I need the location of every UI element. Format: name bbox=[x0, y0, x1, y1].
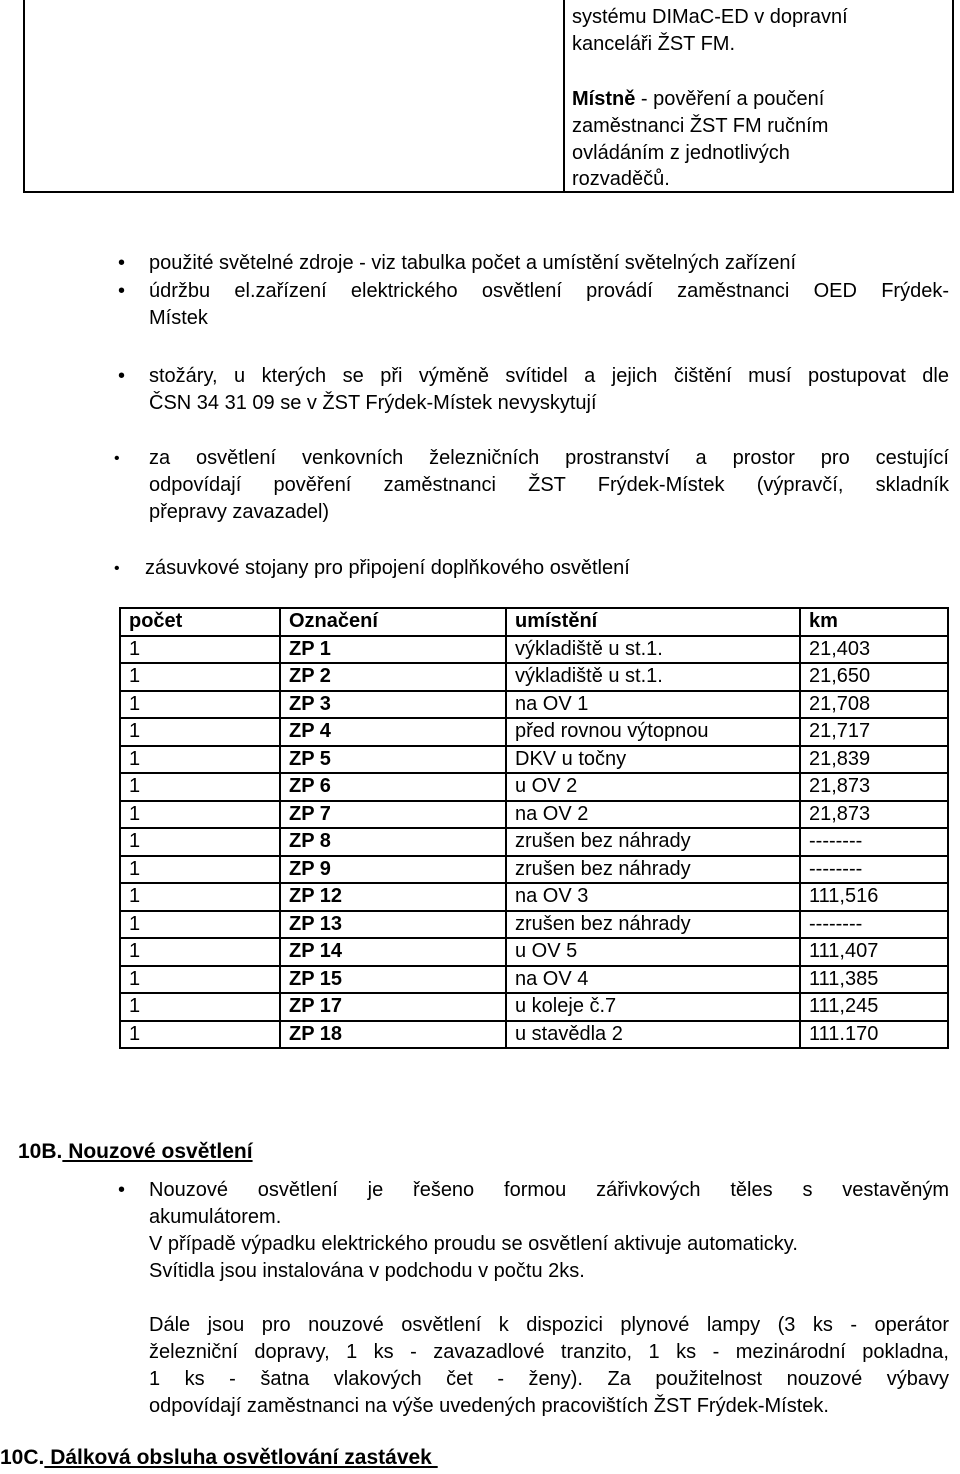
table-header-row bbox=[120, 608, 948, 636]
bullet-3-line-2: ČSN 34 31 09 se v ŽST Frýdek-Místek nevyskytují bbox=[149, 392, 597, 414]
cell-km: 111.170 bbox=[800, 1021, 948, 1049]
cell-km: -------- bbox=[800, 911, 948, 939]
cell-km: 21,708 bbox=[800, 691, 948, 719]
cell-designation: ZP 7 bbox=[280, 801, 506, 829]
bullet-4-line-2: odpovídají pověření zaměstnanci ŽST Frýdek-Místek (výpravčí, skladník bbox=[149, 474, 949, 496]
cell-km: 111,245 bbox=[800, 993, 948, 1021]
cell-km: 21,403 bbox=[800, 636, 948, 664]
cell-km: 111,407 bbox=[800, 938, 948, 966]
cell-count: 1 bbox=[120, 801, 280, 829]
10b-para2-line-1: Dále jsou pro nouzové osvětlení k dispozici plynové lampy (3 ks - operátor bbox=[149, 1314, 949, 1336]
table-row bbox=[120, 938, 948, 966]
bullet-4-line-1: za osvětlení venkovních železničních prostranství a prostor pro cestující bbox=[149, 447, 949, 469]
cell-location: na OV 3 bbox=[506, 883, 800, 911]
bullet-icon: • bbox=[118, 280, 126, 302]
cell-km: 21,717 bbox=[800, 718, 948, 746]
cell-location: DKV u točny bbox=[506, 746, 800, 774]
table-row bbox=[120, 993, 948, 1021]
cell-designation: ZP 17 bbox=[280, 993, 506, 1021]
cell-count: 1 bbox=[120, 966, 280, 994]
local-line-4: rozvaděčů. bbox=[572, 168, 670, 190]
cell-km: 111,385 bbox=[800, 966, 948, 994]
bullet-icon: • bbox=[118, 252, 126, 274]
section-10b-heading bbox=[18, 1140, 253, 1164]
10b-para2-line-4: odpovídají zaměstnanci na výše uvedených pracovištích ŽST Frýdek-Místek. bbox=[149, 1395, 829, 1417]
cell-count: 1 bbox=[120, 718, 280, 746]
cell-designation: ZP 12 bbox=[280, 883, 506, 911]
cell-location: před rovnou výtopnou bbox=[506, 718, 800, 746]
cell-location: u OV 2 bbox=[506, 773, 800, 801]
lighting-table bbox=[119, 607, 949, 1049]
cell-km: -------- bbox=[800, 856, 948, 884]
cell-count: 1 bbox=[120, 856, 280, 884]
table-row bbox=[120, 1021, 948, 1049]
section-10b-title: Nouzové osvětlení bbox=[62, 1140, 253, 1163]
cell-count: 1 bbox=[120, 828, 280, 856]
header-km: km bbox=[800, 608, 948, 636]
cell-designation: ZP 13 bbox=[280, 911, 506, 939]
bullet-5-line-1: zásuvkové stojany pro připojení doplňkového osvětlení bbox=[145, 557, 630, 579]
cell-location: na OV 2 bbox=[506, 801, 800, 829]
section-10b-number: 10B. bbox=[18, 1140, 63, 1163]
local-rest-1: - pověření a poučení bbox=[635, 88, 825, 110]
cell-designation: ZP 4 bbox=[280, 718, 506, 746]
cell-designation: ZP 15 bbox=[280, 966, 506, 994]
bullet-1-line-1: použité světelné zdroje - viz tabulka počet a umístění světelných zařízení bbox=[149, 252, 797, 274]
cell-count: 1 bbox=[120, 993, 280, 1021]
cell-location: výkladiště u st.1. bbox=[506, 636, 800, 664]
10b-para1-line-1: Nouzové osvětlení je řešeno formou zářivkových těles s vestavěným bbox=[149, 1179, 949, 1201]
cell-count: 1 bbox=[120, 663, 280, 691]
cell-count: 1 bbox=[120, 911, 280, 939]
cell-location: zrušen bez náhrady bbox=[506, 856, 800, 884]
cell-count: 1 bbox=[120, 691, 280, 719]
cell-km: -------- bbox=[800, 828, 948, 856]
bullet-2-line-1: údržbu el.zařízení elektrického osvětlení provádí zaměstnanci OED Frýdek- bbox=[149, 280, 949, 302]
table-row bbox=[120, 966, 948, 994]
cell-count: 1 bbox=[120, 636, 280, 664]
cell-designation: ZP 8 bbox=[280, 828, 506, 856]
local-line-3: ovládáním z jednotlivých bbox=[572, 142, 790, 164]
cell-designation: ZP 14 bbox=[280, 938, 506, 966]
local-line-2: zaměstnanci ŽST FM ručním bbox=[572, 115, 829, 137]
cell-location: zrušen bez náhrady bbox=[506, 828, 800, 856]
table-row bbox=[120, 746, 948, 774]
cell-location: u stavědla 2 bbox=[506, 1021, 800, 1049]
cell-location: na OV 1 bbox=[506, 691, 800, 719]
table-row bbox=[120, 773, 948, 801]
cell-count: 1 bbox=[120, 773, 280, 801]
cell-designation: ZP 6 bbox=[280, 773, 506, 801]
10b-para1-line-4: Svítidla jsou instalována v podchodu v počtu 2ks. bbox=[149, 1260, 585, 1282]
cell-count: 1 bbox=[120, 1021, 280, 1049]
table-row bbox=[120, 911, 948, 939]
dimac-line-2: kanceláři ŽST FM. bbox=[572, 33, 735, 55]
cell-km: 21,650 bbox=[800, 663, 948, 691]
cell-designation: ZP 2 bbox=[280, 663, 506, 691]
cell-location: zrušen bez náhrady bbox=[506, 911, 800, 939]
top-table-divider bbox=[563, 0, 565, 191]
bullet-icon: • bbox=[118, 365, 126, 387]
header-count: počet bbox=[120, 608, 280, 636]
cell-location: u koleje č.7 bbox=[506, 993, 800, 1021]
table-row bbox=[120, 663, 948, 691]
local-bold-label: Místně bbox=[572, 88, 636, 110]
cell-km: 21,839 bbox=[800, 746, 948, 774]
bullet-icon: • bbox=[118, 1179, 126, 1201]
cell-designation: ZP 9 bbox=[280, 856, 506, 884]
section-10c-title: Dálková obsluha osvětlování zastávek bbox=[44, 1446, 438, 1469]
local-line-1 bbox=[572, 86, 824, 113]
bullet-icon: • bbox=[114, 450, 120, 467]
cell-count: 1 bbox=[120, 883, 280, 911]
10b-para2-line-2: železniční dopravy, 1 ks - zavazadlové tranzito, 1 ks - mezinárodní pokladna, bbox=[149, 1341, 949, 1363]
table-row bbox=[120, 801, 948, 829]
section-10c-number: 10C. bbox=[0, 1446, 45, 1469]
table-row bbox=[120, 828, 948, 856]
cell-location: u OV 5 bbox=[506, 938, 800, 966]
cell-designation: ZP 18 bbox=[280, 1021, 506, 1049]
cell-designation: ZP 1 bbox=[280, 636, 506, 664]
section-10c-heading bbox=[0, 1446, 438, 1470]
cell-km: 21,873 bbox=[800, 773, 948, 801]
table-row bbox=[120, 718, 948, 746]
cell-designation: ZP 5 bbox=[280, 746, 506, 774]
cell-location: výkladiště u st.1. bbox=[506, 663, 800, 691]
cell-count: 1 bbox=[120, 746, 280, 774]
table-row bbox=[120, 883, 948, 911]
cell-location: na OV 4 bbox=[506, 966, 800, 994]
10b-para1-line-3: V případě výpadku elektrického proudu se osvětlení aktivuje automaticky. bbox=[149, 1233, 798, 1255]
cell-km: 21,873 bbox=[800, 801, 948, 829]
cell-count: 1 bbox=[120, 938, 280, 966]
cell-designation: ZP 3 bbox=[280, 691, 506, 719]
bullet-icon: • bbox=[114, 560, 120, 577]
table-row bbox=[120, 691, 948, 719]
cell-km: 111,516 bbox=[800, 883, 948, 911]
bullet-2-line-2: Místek bbox=[149, 307, 208, 329]
table-row bbox=[120, 856, 948, 884]
bullet-3-line-1: stožáry, u kterých se při výměně svítidel a jejich čištění musí postupovat dle bbox=[149, 365, 949, 387]
bullet-4-line-3: přepravy zavazadel) bbox=[149, 501, 330, 523]
10b-para1-line-2: akumulátorem. bbox=[149, 1206, 282, 1228]
header-location: umístění bbox=[506, 608, 800, 636]
header-designation: Označení bbox=[280, 608, 506, 636]
10b-para2-line-3: 1 ks - šatna vlakových čet - ženy). Za použitelnost nouzové výbavy bbox=[149, 1368, 949, 1390]
dimac-line-1: systému DIMaC-ED v dopravní bbox=[572, 6, 848, 28]
table-row bbox=[120, 636, 948, 664]
